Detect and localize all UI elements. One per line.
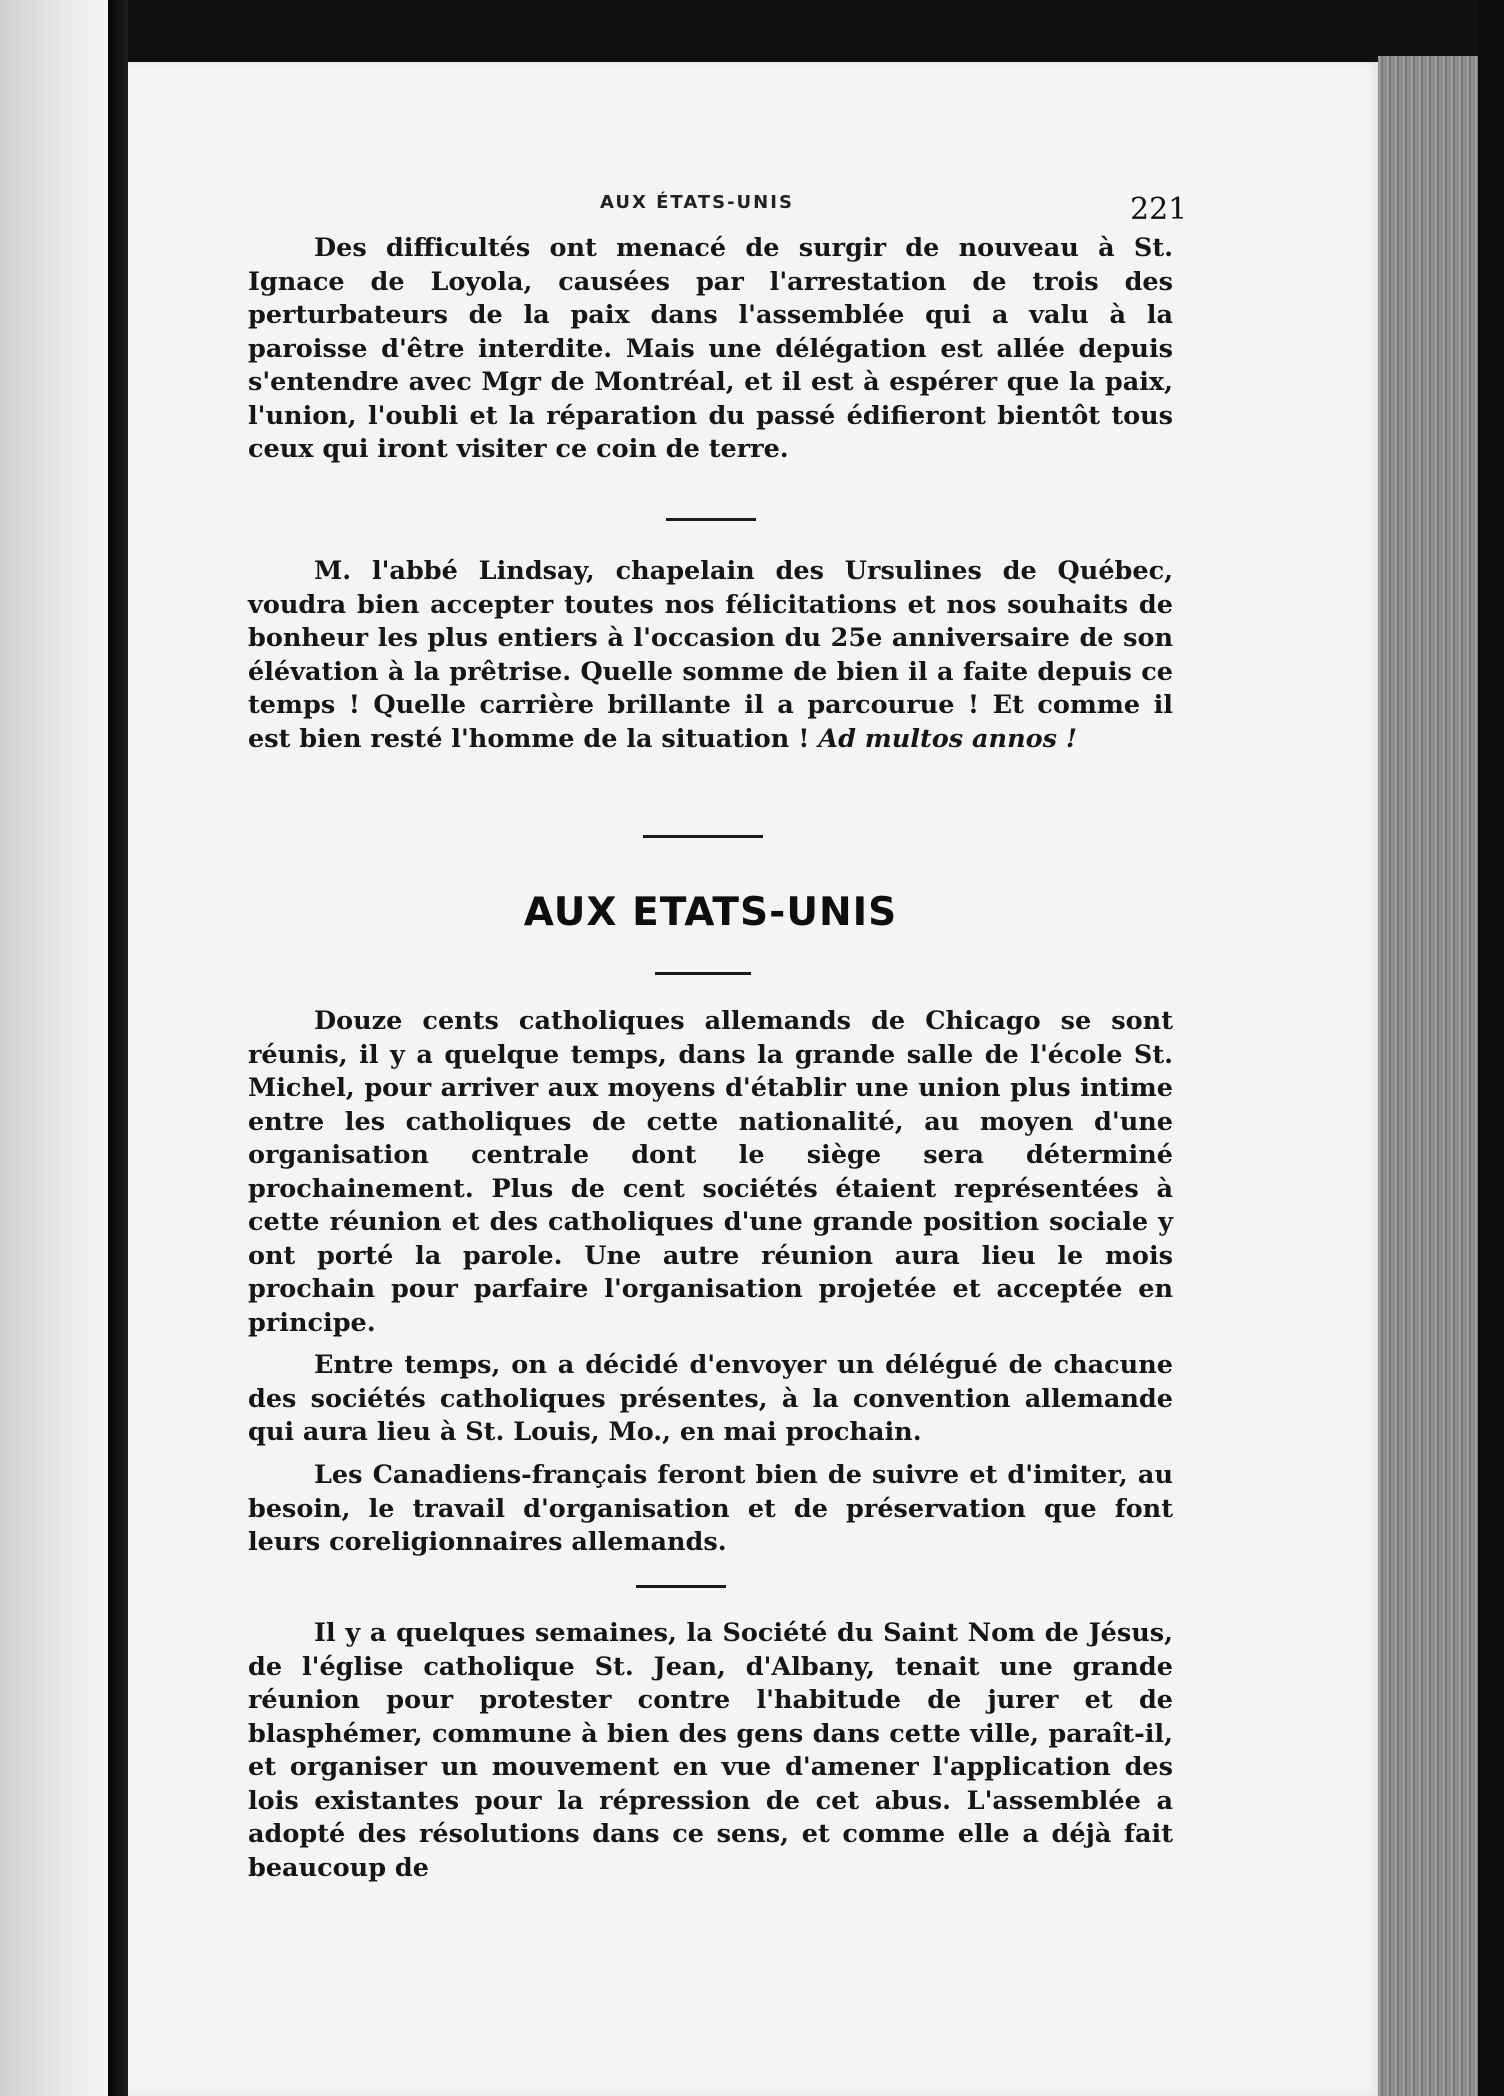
paragraph-abbe-lindsay <box>248 555 1173 756</box>
paragraph-abbe-lindsay-text: M. l'abbé Lindsay, chapelain des Ursulines de Québec, voudra bien accepter toutes nos félicitations et nos souhaits de bonheur les plus entiers à l'occasion du 25e anniversaire de son élévation à la prêtrise. Quelle somme de bien il a faite depuis ce temps ! Quelle carrière brillante il a parcourue ! Et comme il est bien resté l'homme de la situation ! <box>248 556 1173 754</box>
page-stack-edges <box>1378 56 1478 2096</box>
running-head: AUX ÉTATS-UNIS <box>600 192 794 213</box>
scan-right-border <box>1478 0 1504 2096</box>
paragraph-st-ignace: Des difficultés ont menacé de surgir de nouveau à St. Ignace de Loyola, causées par l'arrestation de trois des perturbateurs de la paix dans l'assemblée qui a valu à la paroisse d'être interdite. Mais une délégation est allée depuis s'entendre avec Mgr de Montréal, et il est à espérer que la paix, l'union, l'oubli et la réparation du passé édifieront bientôt tous ceux qui iront visiter ce coin de terre. <box>248 233 1173 464</box>
separator-rule-3 <box>636 1585 726 1588</box>
scan-top-border <box>128 0 1504 62</box>
paragraph-canadiens: Les Canadiens-français feront bien de suivre et d'imiter, au besoin, le travail d'organisation et de préservation que font leurs coreligionnaires allemands. <box>248 1460 1173 1557</box>
paragraph-albany: Il y a quelques semaines, la Société du Saint Nom de Jésus, de l'église catholique St. Jean, d'Albany, tenait une grande réunion pour protester contre l'habitude de jurer et de blasphémer, commune à bien des gens dans cette ville, paraît-il, et organiser un mouvement en vue d'amener l'application des lois existantes pour la répression de cet abus. L'assemblée a adopté des résolutions dans ce sens, et comme elle a déjà fait beaucoup de <box>248 1618 1173 1883</box>
ad-multos-annos: Ad multos annos ! <box>818 723 1078 754</box>
book-gutter <box>108 0 128 2096</box>
separator-rule-2 <box>643 835 763 838</box>
paragraph-chicago: Douze cents catholiques allemands de Chicago se sont réunis, il y a quelque temps, dans la grande salle de l'école St. Michel, pour arriver aux moyens d'établir une union plus intime entre les catholiques de cette nationalité, au moyen d'une organisation centrale dont le siège sera déterminé prochainement. Plus de cent sociétés étaient représentées à cette réunion et des catholiques d'une grande position sociale y ont porté la parole. Une autre réunion aura lieu le mois prochain pour parfaire l'organisation projetée et acceptée en principe. <box>248 1006 1173 1338</box>
section-title: AUX ETATS-UNIS <box>523 890 898 935</box>
title-underline <box>655 972 751 975</box>
facing-page-edge <box>0 0 108 2096</box>
paragraph-delegue: Entre temps, on a décidé d'envoyer un délégué de chacune des sociétés catholiques présentes, à la convention allemande qui aura lieu à St. Louis, Mo., en mai prochain. <box>248 1350 1173 1447</box>
page-number: 221 <box>1130 192 1188 227</box>
separator-rule-1 <box>666 518 756 521</box>
